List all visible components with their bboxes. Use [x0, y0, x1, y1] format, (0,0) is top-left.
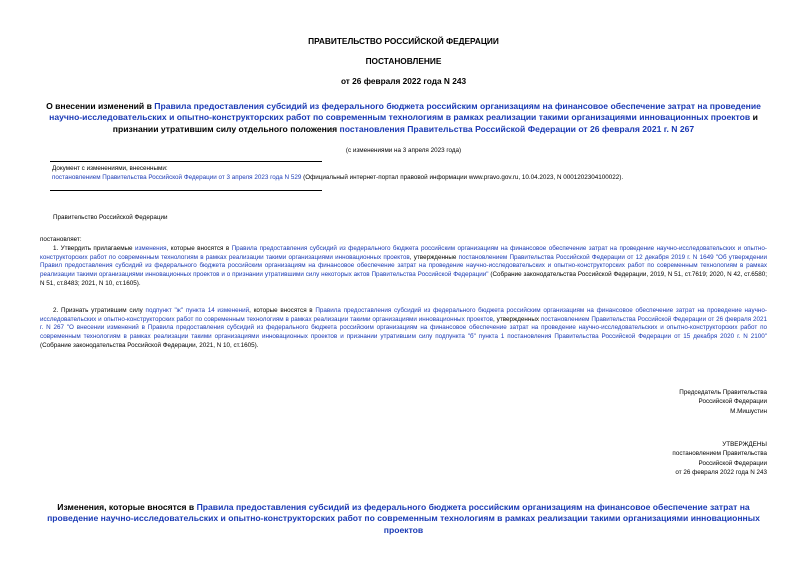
clause-1-text-1: 1. Утвердить прилагаемые	[53, 245, 135, 252]
approval-line-1: постановлением Правительства	[672, 450, 767, 458]
approval-line-3: от 26 февраля 2022 года N 243	[675, 469, 767, 477]
issuer: Правительство Российской Федерации	[53, 214, 168, 221]
document-title	[40, 101, 767, 135]
clause-1-text-2: , которые вносятся в	[166, 245, 232, 252]
revision-note: (с изменениями на 3 апреля 2023 года)	[345, 147, 462, 154]
document-type: ПОСТАНОВЛЕНИЕ	[365, 56, 442, 66]
clause-1	[40, 245, 767, 289]
clause-1-text-4: (Собрание законодательства Российской Федерации, 2019, N 51, ст.7619; 2020, N 42, ст.6580; N 51, ст.8483; 2021, N 10, ст.1605).	[40, 271, 767, 287]
amendments-label: Документ с изменениями, внесенными:	[52, 165, 168, 172]
amendments-line	[52, 174, 767, 183]
clause-1-resolution-link[interactable]: постановлением Правительства Российской Федерации от 12 декабря 2019 г. N 1649 "Об утверждении Правил предоставления субсидий из федерального бюджета российским организациям на финансовое обеспечение затрат на проведение научно-исследовательских и опытно-конструкторских работ по современным технологиям в рамках реализации такими организациями инновационных проектов и о признании утратившими силу некоторых актов Правительства Российской Федерации"	[40, 253, 767, 279]
clause-2-text-3: , утвержденных	[493, 315, 541, 323]
changes-title-rules-link[interactable]: Правила предоставления субсидий из федерального бюджета российским организациям на финансовое обеспечение затрат на проведение научно-исследовательских и опытно-конструкторских работ по современным технологиям в рамках реализации такими организациями инновационных проектов	[47, 502, 760, 535]
signature-name: М.Мишустин	[730, 407, 767, 415]
signature-title: Председатель Правительства	[679, 389, 767, 396]
title-middle: и признании утратившим силу отдельного положения	[112, 112, 758, 134]
clause-2-text-4: (Собрание законодательства Российской Федерации, 2021, N 10, ст.1605).	[40, 341, 259, 349]
resolves-word: постановляет:	[40, 236, 82, 243]
title-rules-link[interactable]: Правила предоставления субсидий из федерального бюджета российским организациям на финансовое обеспечение затрат на проведение научно-исследовательских и опытно-конструкторских работ по современным технологиям в рамках реализации такими организациями инновационных проектов	[49, 101, 761, 123]
signature-block	[679, 388, 767, 416]
clause-1-rules-link[interactable]: Правила предоставления субсидий из федерального бюджета российским организациям на финансовое обеспечение затрат на проведение научно-исследовательских и опытно-конструкторских работ по современным технологиям в рамках реализации такими организациями инновационных проектов	[40, 245, 768, 261]
changes-title-prefix: Изменения, которые вносятся в	[57, 502, 197, 512]
signature-country: Российской Федерации	[698, 398, 767, 406]
clause-2-resolution-link[interactable]: постановлением Правительства Российской Федерации от 26 февраля 2021 г. N 267 "О внесении изменений в Правила предоставления субсидий из федерального бюджета российским организациям на финансовое обеспечение затрат на проведение научно-исследовательских и опытно-конструкторских работ по современным технологиям в рамках реализации такими организациями инновационных проектов и признании утратившим силу подпункта "б" пункта 1 постановления Правительства Российской Федерации от 15 декабря 2020 г. N 2100"	[40, 315, 768, 341]
amendments-top-divider	[50, 161, 322, 162]
changes-title	[40, 502, 767, 536]
amendment-resolution-link[interactable]: постановлением Правительства Российской Федерации от 3 апреля 2023 года N 529	[52, 173, 302, 181]
amendments-block	[52, 165, 767, 182]
amendments-bottom-divider	[50, 190, 322, 191]
clause-1-text-3: , утвержденные	[409, 253, 459, 261]
clause-2-rules-link[interactable]: Правила предоставления субсидий из федерального бюджета российским организациям на финансовое обеспечение затрат на проведение научно-исследовательских и опытно-конструкторских работ по современным технологиям в рамках реализации такими организациями инновационных проектов	[40, 307, 767, 323]
document-date-number: от 26 февраля 2022 года N 243	[340, 76, 467, 86]
clause-2	[40, 307, 767, 351]
amendment-source: (Официальный интернет-портал правовой информации www.pravo.gov.ru, 10.04.2023, N 0001202304100022).	[301, 173, 624, 181]
clause-2-text-2: , которые вносятся в	[249, 307, 316, 314]
approval-label: УТВЕРЖДЕНЫ	[722, 441, 767, 448]
clause-2-subpoint-link[interactable]: подпункт "ж" пункта 14 изменений	[145, 307, 250, 314]
clause-2-text-1: 2. Признать утратившим силу	[53, 307, 146, 314]
title-prefix: О внесении изменений в	[46, 101, 155, 111]
clause-1-changes-link[interactable]: изменения	[134, 245, 167, 252]
government-header: ПРАВИТЕЛЬСТВО РОССИЙСКОЙ ФЕДЕРАЦИИ	[308, 36, 499, 46]
approval-block	[672, 440, 767, 478]
approval-line-2: Российской Федерации	[698, 459, 767, 467]
title-resolution-link[interactable]: постановления Правительства Российской Федерации от 26 февраля 2021 г. N 267	[339, 123, 695, 134]
